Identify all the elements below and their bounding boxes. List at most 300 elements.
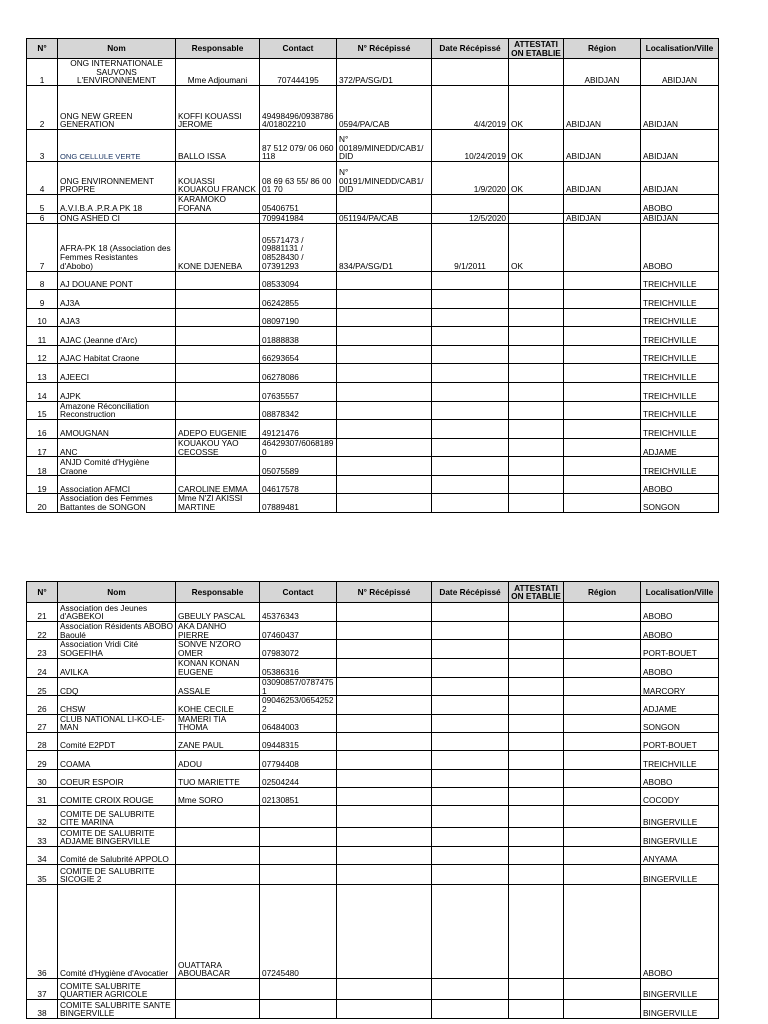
cell-region (564, 677, 641, 695)
cell-nom: AJAC Habitat Craone (58, 345, 176, 363)
cell-ville: TREICHVILLE (641, 363, 719, 382)
cell-region (564, 865, 641, 885)
cell-region (564, 271, 641, 289)
cell-region (564, 1000, 641, 1019)
cell-number: 7 (27, 223, 58, 271)
cell-number: 25 (27, 677, 58, 695)
cell-responsable: Mme SORO (176, 788, 260, 806)
col-header-responsable: Responsable (176, 582, 260, 603)
cell-responsable (176, 1000, 260, 1019)
cell-ville: ADJAME (641, 696, 719, 714)
table-row (27, 345, 719, 363)
cell-region (564, 806, 641, 828)
cell-attestation (509, 1000, 564, 1019)
cell-region (564, 714, 641, 732)
table-row (27, 751, 719, 770)
table-row (27, 213, 719, 223)
col-header-recepisse: N° Récépissé (337, 582, 432, 603)
cell-attestation (509, 658, 564, 677)
cell-ville: TREICHVILLE (641, 457, 719, 476)
cell-responsable (176, 289, 260, 308)
cell-contact: 709941984 (260, 213, 337, 223)
cell-responsable: ASSALE (176, 677, 260, 695)
cell-number: 11 (27, 326, 58, 345)
cell-contact (260, 979, 337, 1000)
cell-recepisse (337, 640, 432, 658)
cell-responsable: Mme Adjoumani (176, 59, 260, 86)
cell-ville: BINGERVILLE (641, 1000, 719, 1019)
table-row (27, 696, 719, 714)
cell-attestation (509, 677, 564, 695)
table-row (27, 401, 719, 419)
cell-ville: TREICHVILLE (641, 401, 719, 419)
table-row (27, 770, 719, 788)
cell-responsable (176, 326, 260, 345)
cell-number: 32 (27, 806, 58, 828)
cell-date-recepisse (432, 59, 509, 86)
cell-date-recepisse (432, 271, 509, 289)
cell-number: 14 (27, 382, 58, 401)
cell-attestation (509, 696, 564, 714)
cell-contact: 01888838 (260, 326, 337, 345)
table-row (27, 865, 719, 885)
cell-date-recepisse (432, 806, 509, 828)
cell-nom: COMITE CROIX ROUGE (58, 788, 176, 806)
cell-attestation (509, 59, 564, 86)
table-row (27, 979, 719, 1000)
cell-contact: 49121476 (260, 419, 337, 438)
col-header-region: Région (564, 582, 641, 603)
col-header-number: N° (27, 582, 58, 603)
table-row (27, 271, 719, 289)
cell-region (564, 401, 641, 419)
cell-number: 24 (27, 658, 58, 677)
cell-date-recepisse (432, 457, 509, 476)
cell-ville: ABOBO (641, 195, 719, 213)
table-row (27, 363, 719, 382)
cell-ville: ANYAMA (641, 847, 719, 865)
cell-number: 3 (27, 130, 58, 162)
cell-date-recepisse: 9/1/2011 (432, 223, 509, 271)
cell-ville: ABIDJAN (641, 59, 719, 86)
cell-region (564, 223, 641, 271)
cell-attestation (509, 401, 564, 419)
cell-attestation (509, 622, 564, 640)
cell-date-recepisse (432, 603, 509, 622)
table-row (27, 677, 719, 695)
cell-responsable: CAROLINE EMMA (176, 476, 260, 494)
cell-recepisse (337, 865, 432, 885)
cell-recepisse (337, 476, 432, 494)
header-row (27, 39, 719, 59)
cell-nom: ONG ENVIRONNEMENT PROPRE (58, 162, 176, 195)
cell-region (564, 696, 641, 714)
table-row (27, 326, 719, 345)
cell-number: 29 (27, 751, 58, 770)
cell-responsable (176, 979, 260, 1000)
cell-ville: BINGERVILLE (641, 979, 719, 1000)
cell-nom: COMITE SALUBRITE SANTE BINGERVILLE (58, 1000, 176, 1019)
cell-attestation (509, 865, 564, 885)
cell-responsable: TUO MARIETTE (176, 770, 260, 788)
cell-attestation (509, 603, 564, 622)
cell-nom: Comité d'Hygiène d'Avocatier (58, 885, 176, 979)
col-header-date-recepisse: Date Récépissé (432, 582, 509, 603)
col-header-attestation: ATTESTATI ON ETABLIE (509, 39, 564, 59)
cell-number: 20 (27, 494, 58, 512)
cell-contact: 707444195 (260, 59, 337, 86)
cell-ville: ABOBO (641, 476, 719, 494)
cell-recepisse: 0594/PA/CAB (337, 86, 432, 130)
cell-attestation (509, 213, 564, 223)
cell-date-recepisse (432, 401, 509, 419)
cell-number: 12 (27, 345, 58, 363)
cell-responsable: OUATTARA ABOUBACAR (176, 885, 260, 979)
table-row (27, 733, 719, 751)
cell-number: 36 (27, 885, 58, 979)
cell-number: 13 (27, 363, 58, 382)
cell-ville: PORT-BOUET (641, 640, 719, 658)
cell-date-recepisse (432, 326, 509, 345)
cell-nom: ONG INTERNATIONALE SAUVONS L'ENVIRONNEMENT (58, 59, 176, 86)
table-row (27, 885, 719, 979)
cell-region (564, 770, 641, 788)
cell-responsable: KOHE CECILE (176, 696, 260, 714)
col-header-region: Région (564, 39, 641, 59)
cell-contact: 09448315 (260, 733, 337, 751)
cell-region: ABIDJAN (564, 59, 641, 86)
cell-contact: 66293654 (260, 345, 337, 363)
cell-recepisse (337, 806, 432, 828)
cell-contact: 05571473 / 09881131 / 08528430 / 07391293 (260, 223, 337, 271)
cell-nom: COEUR ESPOIR (58, 770, 176, 788)
table-row (27, 603, 719, 622)
cell-date-recepisse (432, 828, 509, 847)
cell-date-recepisse: 1/9/2020 (432, 162, 509, 195)
col-header-attestation: ATTESTATI ON ETABLIE (509, 582, 564, 603)
cell-contact: 08878342 (260, 401, 337, 419)
cell-date-recepisse (432, 363, 509, 382)
cell-nom: AJPK (58, 382, 176, 401)
cell-attestation (509, 271, 564, 289)
cell-ville: ABOBO (641, 223, 719, 271)
cell-contact: 08 69 63 55/ 86 00 01 70 (260, 162, 337, 195)
table-row (27, 1000, 719, 1019)
cell-responsable (176, 401, 260, 419)
cell-attestation (509, 751, 564, 770)
col-header-contact: Contact (260, 582, 337, 603)
cell-recepisse (337, 603, 432, 622)
cell-recepisse (337, 696, 432, 714)
cell-nom: CLUB NATIONAL LI-KO-LE-MAN (58, 714, 176, 732)
cell-date-recepisse (432, 885, 509, 979)
cell-attestation (509, 494, 564, 512)
cell-recepisse (337, 658, 432, 677)
cell-attestation (509, 308, 564, 326)
table-row (27, 438, 719, 456)
cell-number: 21 (27, 603, 58, 622)
cell-contact: 05406751 (260, 195, 337, 213)
cell-contact: 45376343 (260, 603, 337, 622)
cell-region (564, 751, 641, 770)
cell-number: 17 (27, 438, 58, 456)
cell-attestation: OK (509, 86, 564, 130)
cell-contact (260, 806, 337, 828)
table-row (27, 847, 719, 865)
cell-attestation (509, 847, 564, 865)
cell-attestation (509, 326, 564, 345)
cell-recepisse (337, 677, 432, 695)
cell-ville: ABOBO (641, 885, 719, 979)
cell-region (564, 494, 641, 512)
cell-region (564, 195, 641, 213)
cell-date-recepisse (432, 289, 509, 308)
table-row (27, 223, 719, 271)
cell-contact: 07635557 (260, 382, 337, 401)
cell-date-recepisse (432, 382, 509, 401)
cell-nom: AJ DOUANE PONT (58, 271, 176, 289)
cell-date-recepisse (432, 751, 509, 770)
cell-attestation (509, 806, 564, 828)
cell-region (564, 326, 641, 345)
cell-region (564, 345, 641, 363)
cell-recepisse (337, 438, 432, 456)
cell-contact: 87 512 079/ 06 060 118 (260, 130, 337, 162)
cell-region (564, 603, 641, 622)
cell-ville: TREICHVILLE (641, 419, 719, 438)
col-header-nom: Nom (58, 39, 176, 59)
cell-date-recepisse (432, 714, 509, 732)
cell-contact: 06484003 (260, 714, 337, 732)
cell-recepisse (337, 788, 432, 806)
cell-recepisse (337, 828, 432, 847)
cell-recepisse (337, 401, 432, 419)
cell-attestation (509, 979, 564, 1000)
col-header-date-recepisse: Date Récépissé (432, 39, 509, 59)
cell-date-recepisse (432, 847, 509, 865)
table-row (27, 382, 719, 401)
cell-attestation (509, 382, 564, 401)
cell-date-recepisse (432, 494, 509, 512)
cell-ville: TREICHVILLE (641, 382, 719, 401)
cell-attestation (509, 457, 564, 476)
cell-region (564, 828, 641, 847)
cell-contact: 04617578 (260, 476, 337, 494)
cell-region (564, 382, 641, 401)
cell-responsable (176, 828, 260, 847)
cell-recepisse (337, 195, 432, 213)
table-row (27, 162, 719, 195)
cell-date-recepisse (432, 865, 509, 885)
cell-nom: CHSW (58, 696, 176, 714)
cell-number: 18 (27, 457, 58, 476)
cell-ville: COCODY (641, 788, 719, 806)
cell-region (564, 733, 641, 751)
cell-region (564, 419, 641, 438)
cell-region (564, 363, 641, 382)
cell-recepisse (337, 494, 432, 512)
cell-contact: 05075589 (260, 457, 337, 476)
cell-contact: 05386316 (260, 658, 337, 677)
cell-nom: COMITE DE SALUBRITE CITE MARINA (58, 806, 176, 828)
cell-region: ABIDJAN (564, 86, 641, 130)
cell-date-recepisse: 4/4/2019 (432, 86, 509, 130)
cell-nom: AMOUGNAN (58, 419, 176, 438)
cell-responsable: KOUASSI KOUAKOU FRANCK (176, 162, 260, 195)
cell-contact: 46429307/6068189 0 (260, 438, 337, 456)
cell-ville: BINGERVILLE (641, 806, 719, 828)
cell-number: 28 (27, 733, 58, 751)
col-header-ville: Localisation/Ville (641, 582, 719, 603)
cell-number: 1 (27, 59, 58, 86)
cell-recepisse: N° 00189/MINEDD/CAB1/ DID (337, 130, 432, 162)
cell-ville: TREICHVILLE (641, 326, 719, 345)
cell-nom: COMITE SALUBRITE QUARTIER AGRICOLE (58, 979, 176, 1000)
cell-ville: ADJAME (641, 438, 719, 456)
cell-responsable: BALLO ISSA (176, 130, 260, 162)
table-row (27, 130, 719, 162)
cell-nom: AJA3 (58, 308, 176, 326)
cell-responsable (176, 271, 260, 289)
cell-contact: 07460437 (260, 622, 337, 640)
cell-contact (260, 847, 337, 865)
cell-attestation (509, 476, 564, 494)
cell-recepisse (337, 847, 432, 865)
cell-number: 15 (27, 401, 58, 419)
cell-responsable (176, 213, 260, 223)
cell-recepisse (337, 770, 432, 788)
cell-nom: Association des Femmes Battantes de SONGON (58, 494, 176, 512)
cell-number: 8 (27, 271, 58, 289)
cell-responsable: MAMERI TIA THOMA (176, 714, 260, 732)
cell-nom: Comité de Salubrité APPOLO (58, 847, 176, 865)
cell-contact: 03090857/0787475 1 (260, 677, 337, 695)
cell-attestation (509, 733, 564, 751)
cell-contact (260, 828, 337, 847)
cell-ville: ABOBO (641, 770, 719, 788)
cell-date-recepisse (432, 640, 509, 658)
cell-nom: Association Vridi Cité SOGEFIHA (58, 640, 176, 658)
header-row (27, 582, 719, 603)
cell-contact: 06278086 (260, 363, 337, 382)
cell-number: 9 (27, 289, 58, 308)
cell-ville: SONGON (641, 714, 719, 732)
cell-number: 2 (27, 86, 58, 130)
cell-contact (260, 1000, 337, 1019)
cell-region: ABIDJAN (564, 162, 641, 195)
cell-region (564, 885, 641, 979)
table-row (27, 476, 719, 494)
cell-region: ABIDJAN (564, 213, 641, 223)
cell-recepisse (337, 1000, 432, 1019)
cell-nom: ANJD Comité d'Hygiène Craone (58, 457, 176, 476)
col-header-number: N° (27, 39, 58, 59)
cell-nom: AFRA-PK 18 (Association des Femmes Resistantes d'Abobo) (58, 223, 176, 271)
cell-number: 6 (27, 213, 58, 223)
cell-nom: AJ3A (58, 289, 176, 308)
cell-region (564, 476, 641, 494)
cell-ville: ABIDJAN (641, 130, 719, 162)
cell-nom: COMITE DE SALUBRITE SICOGIE 2 (58, 865, 176, 885)
cell-region (564, 457, 641, 476)
ong-table-part-1 (26, 38, 719, 513)
cell-region (564, 979, 641, 1000)
cell-recepisse (337, 979, 432, 1000)
cell-region (564, 658, 641, 677)
ong-table-part-2 (26, 581, 719, 1019)
cell-region: ABIDJAN (564, 130, 641, 162)
cell-date-recepisse (432, 622, 509, 640)
cell-number: 16 (27, 419, 58, 438)
cell-nom: ONG NEW GREEN GENERATION (58, 86, 176, 130)
cell-number: 23 (27, 640, 58, 658)
cell-recepisse (337, 326, 432, 345)
cell-responsable: KOUAKOU YAO CECOSSE (176, 438, 260, 456)
cell-responsable (176, 345, 260, 363)
cell-attestation: OK (509, 130, 564, 162)
cell-date-recepisse (432, 658, 509, 677)
cell-recepisse (337, 271, 432, 289)
cell-attestation (509, 714, 564, 732)
cell-number: 27 (27, 714, 58, 732)
cell-recepisse (337, 733, 432, 751)
cell-nom: Association Résidents ABOBO Baoulé (58, 622, 176, 640)
cell-recepisse (337, 457, 432, 476)
table-row (27, 622, 719, 640)
cell-date-recepisse: 12/5/2020 (432, 213, 509, 223)
cell-attestation (509, 438, 564, 456)
cell-recepisse (337, 751, 432, 770)
cell-date-recepisse: 10/24/2019 (432, 130, 509, 162)
cell-region (564, 308, 641, 326)
cell-date-recepisse (432, 770, 509, 788)
cell-attestation (509, 788, 564, 806)
cell-contact: 49498496/0938786 4/01802210 (260, 86, 337, 130)
cell-recepisse (337, 308, 432, 326)
cell-contact: 02130851 (260, 788, 337, 806)
cell-contact: 07794408 (260, 751, 337, 770)
cell-nom: COMITE DE SALUBRITE ADJAME BINGERVILLE (58, 828, 176, 847)
cell-nom: ANC (58, 438, 176, 456)
cell-nom: AVILKA (58, 658, 176, 677)
cell-nom: AJEECI (58, 363, 176, 382)
table-row (27, 640, 719, 658)
cell-responsable (176, 457, 260, 476)
cell-ville: ABOBO (641, 603, 719, 622)
cell-nom: A.V.I.B.A .P.R.A PK 18 (58, 195, 176, 213)
cell-responsable: KARAMOKO FOFANA (176, 195, 260, 213)
cell-contact: 07983072 (260, 640, 337, 658)
cell-nom: Comité E2PDT (58, 733, 176, 751)
cell-ville: SONGON (641, 494, 719, 512)
cell-responsable: KONE DJENEBA (176, 223, 260, 271)
cell-contact: 08097190 (260, 308, 337, 326)
cell-number: 5 (27, 195, 58, 213)
cell-responsable: SONVE N'ZORO OMER (176, 640, 260, 658)
cell-recepisse: 372/PA/SG/D1 (337, 59, 432, 86)
cell-region (564, 438, 641, 456)
cell-date-recepisse (432, 476, 509, 494)
cell-ville: ABIDJAN (641, 162, 719, 195)
cell-number: 10 (27, 308, 58, 326)
cell-attestation (509, 289, 564, 308)
cell-responsable: GBEULY PASCAL (176, 603, 260, 622)
cell-date-recepisse (432, 677, 509, 695)
cell-responsable (176, 363, 260, 382)
cell-attestation (509, 345, 564, 363)
col-header-contact: Contact (260, 39, 337, 59)
cell-nom: ONG ASHED CI (58, 213, 176, 223)
